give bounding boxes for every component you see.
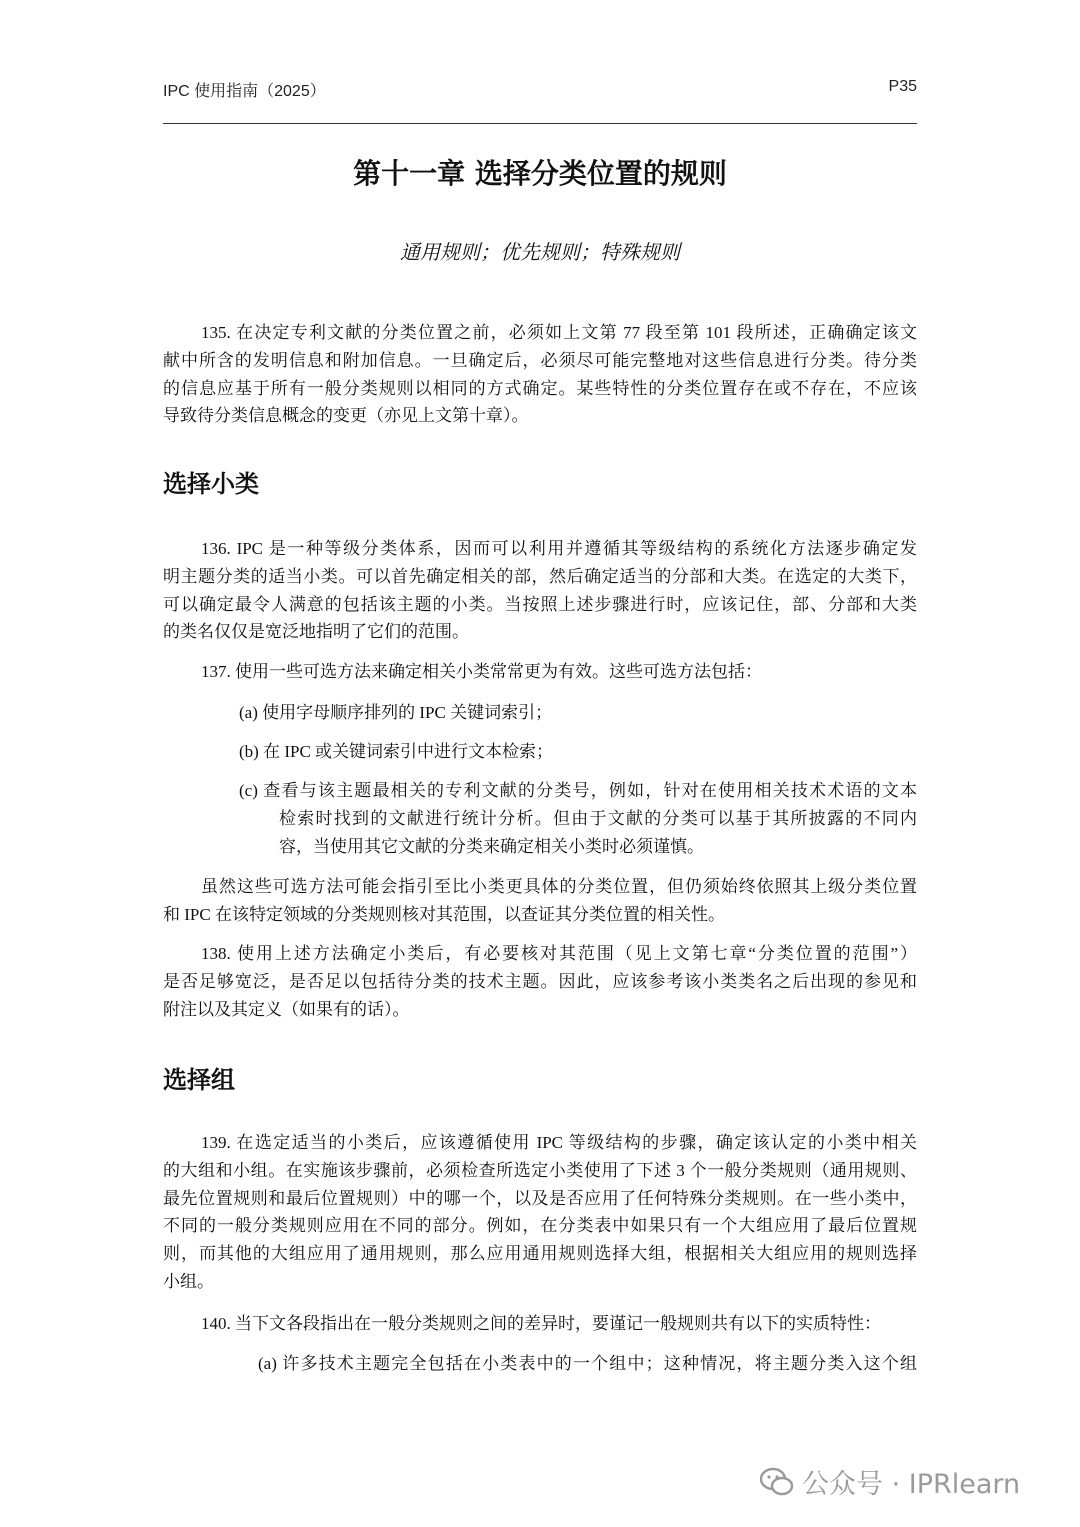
text-line: 139. 在选定适当的小类后，应该遵循使用 IPC 等级结构的步骤，确定该认定的小类中相关	[201, 1133, 917, 1152]
text-line: 不同的一般分类规则应用在不同的部分。例如，在分类表中如果只有一个大组应用了最后位置规	[163, 1216, 917, 1236]
watermark	[760, 1462, 1020, 1501]
text-line: 明主题分类的适当小类。可以首先确定相关的部，然后确定适当的分部和大类。在选定的大类下，	[163, 566, 917, 586]
list-item-c	[239, 777, 917, 860]
text-line: 小组。	[163, 1271, 214, 1291]
text-line: 的大组和小组。在实施该步骤前，必须检查所选定小类使用了下述 3 个一般分类规则（通用规则、	[163, 1160, 917, 1180]
heading-select-subclass: 选择小类	[163, 470, 259, 498]
heading-select-group: 选择组	[163, 1066, 235, 1094]
text-line: 138. 使用上述方法确定小类后，有必要核对其范围（见上文第七章“分类位置的范围”）	[201, 944, 917, 963]
text-line: 检索时找到的文献进行统计分析。但由于文献的分类可以基于其所披露的不同内	[279, 808, 917, 828]
paragraph-137: 137. 使用一些可选方法来确定相关小类常常更为有效。这些可选方法包括：	[201, 662, 762, 681]
paragraph-139	[163, 1129, 917, 1296]
chapter-title: 第十一章 选择分类位置的规则	[353, 157, 727, 190]
text-line: 容，当使用其它文献的分类来确定相关小类时必须谨慎。	[279, 836, 704, 856]
paragraph-137-note	[163, 873, 917, 929]
text-line: 的类名仅仅是宽泛地指明了它们的范围。	[163, 622, 469, 642]
running-header-left: IPC 使用指南（2025）	[163, 83, 326, 100]
paragraph-138	[163, 940, 917, 1023]
text-line: 135. 在决定专利文献的分类位置之前，必须如上文第 77 段至第 101 段所述，正确确定该文	[201, 323, 917, 342]
list-item-b: (b) 在 IPC 或关键词索引中进行文本检索；	[239, 742, 554, 761]
text-line: 献中所含的发明信息和附加信息。一旦确定后，必须尽可能完整地对这些信息进行分类。待分类	[163, 350, 917, 370]
paragraph-135	[163, 319, 917, 430]
text-line: 则，而其他的大组应用了通用规则，那么应用通用规则选择大组，根据相关大组应用的规则选择	[163, 1244, 917, 1264]
text-line: 最先位置规则和最后位置规则）中的哪一个，以及是否应用了任何特殊分类规则。在一些小类中，	[163, 1188, 917, 1208]
chapter-subtitle: 通用规则；优先规则；特殊规则	[400, 242, 680, 264]
text-line: 虽然这些可选方法可能会指引至比小类更具体的分类位置，但仍须始终依照其上级分类位置	[201, 877, 917, 896]
wechat-icon	[760, 1467, 794, 1497]
text-line: 是否足够宽泛，是否足以包括待分类的技术主题。因此，应该参考该小类类名之后出现的参见和	[163, 971, 917, 991]
text-line: (c) 查看与该主题最相关的专利文献的分类号，例如，针对在使用相关技术术语的文本	[239, 781, 917, 800]
text-line: 的信息应基于所有一般分类规则以相同的方式确定。某些特性的分类位置存在或不存在，不应该	[163, 378, 917, 398]
watermark-text: 公众号 · IPRlearn	[802, 1469, 1021, 1500]
text-line: 附注以及其定义（如果有的话）。	[163, 999, 410, 1019]
list-item-a: (a) 使用字母顺序排列的 IPC 关键词索引；	[239, 703, 553, 722]
page-number: P35	[888, 78, 917, 95]
header-rule	[163, 123, 917, 124]
list-item-140a: (a) 许多技术主题完全包括在小类表中的一个组中；这种情况，将主题分类入这个组	[258, 1354, 917, 1373]
text-line: 可以确定最令人满意的包括该主题的小类。当按照上述步骤进行时，应该记住，部、分部和大类	[163, 594, 917, 614]
text-line: 和 IPC 在该特定领域的分类规则核对其范围，以查证其分类位置的相关性。	[163, 904, 725, 924]
text-line: 导致待分类信息概念的变更（亦见上文第十章）。	[163, 406, 529, 426]
text-line: 136. IPC 是一种等级分类体系，因而可以利用并遵循其等级结构的系统化方法逐步确定发	[201, 539, 917, 558]
paragraph-136	[163, 535, 917, 646]
paragraph-140: 140. 当下文各段指出在一般分类规则之间的差异时，要谨记一般规则共有以下的实质特性：	[201, 1314, 881, 1333]
